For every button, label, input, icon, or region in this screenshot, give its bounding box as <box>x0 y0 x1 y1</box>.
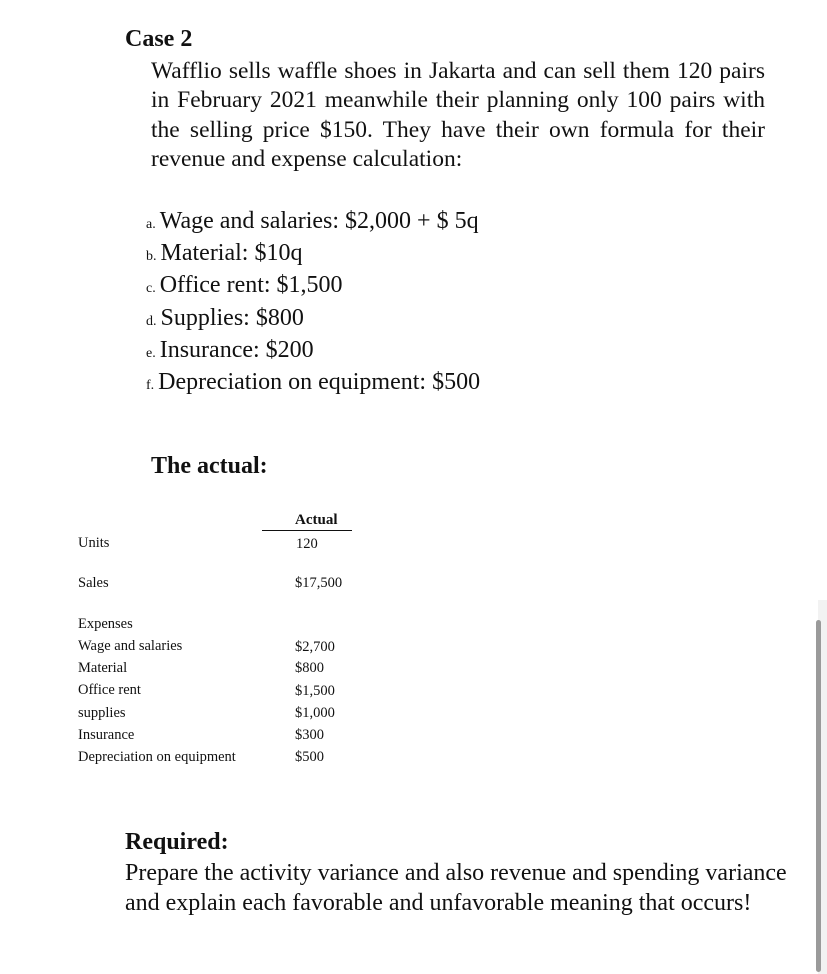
actual-heading: The actual: <box>151 453 268 479</box>
formula-item <box>146 205 480 237</box>
formula-marker: b. <box>146 249 157 265</box>
formula-marker: f. <box>146 377 155 393</box>
expense-value: $300 <box>295 727 324 743</box>
formula-text: Material: $10q <box>160 240 303 267</box>
header-underline <box>262 530 352 531</box>
formula-text: Wage and salaries: $2,000 + $ 5q <box>159 208 479 234</box>
expense-value: $500 <box>295 749 324 765</box>
formula-item <box>146 269 480 301</box>
expense-label: supplies <box>78 705 126 721</box>
expense-label: Office rent <box>78 682 141 698</box>
formula-list <box>146 205 480 398</box>
case-intro-paragraph: Wafflio sells waffle shoes in Jakarta and can sell them 120 pairs in February 2021 meanwhile their planning only 100 pairs with the selling price $150. They have their own formula for their revenue and expense calculation: <box>151 58 765 172</box>
formula-marker: d. <box>146 313 157 329</box>
formula-text: Depreciation on equipment: $500 <box>158 368 481 395</box>
formula-text: Insurance: $200 <box>159 336 314 363</box>
column-header-actual: Actual <box>295 512 338 528</box>
formula-item <box>146 366 480 398</box>
expense-value: $1,500 <box>295 683 335 699</box>
formula-marker: a. <box>146 217 156 232</box>
required-heading: Required: <box>125 829 229 855</box>
formula-item <box>146 237 480 269</box>
required-text: Prepare the activity variance and also revenue and spending variance and explain each favorable and unfavorable meaning that occurs! <box>125 860 787 916</box>
row-label-units: Units <box>78 535 110 551</box>
row-value-units: 120 <box>296 536 318 552</box>
case-title: Case 2 <box>125 26 193 52</box>
expense-label: Depreciation on equipment <box>78 749 236 765</box>
expense-value: $1,000 <box>295 705 335 721</box>
formula-item <box>146 302 480 334</box>
formula-text: Office rent: $1,500 <box>159 272 343 299</box>
row-value-sales: $17,500 <box>295 575 343 591</box>
expense-value: $2,700 <box>295 639 335 655</box>
expense-label: Material <box>78 660 128 676</box>
scrollbar-thumb[interactable] <box>816 620 821 972</box>
formula-marker: c. <box>146 281 156 297</box>
expenses-label: Expenses <box>78 616 133 632</box>
expense-value: $800 <box>295 660 324 676</box>
row-label-sales: Sales <box>78 575 109 591</box>
formula-text: Supplies: $800 <box>160 304 304 331</box>
expense-label: Insurance <box>78 727 135 743</box>
formula-marker: e. <box>146 345 156 361</box>
formula-item <box>146 334 480 366</box>
expense-label: Wage and salaries <box>78 638 183 654</box>
